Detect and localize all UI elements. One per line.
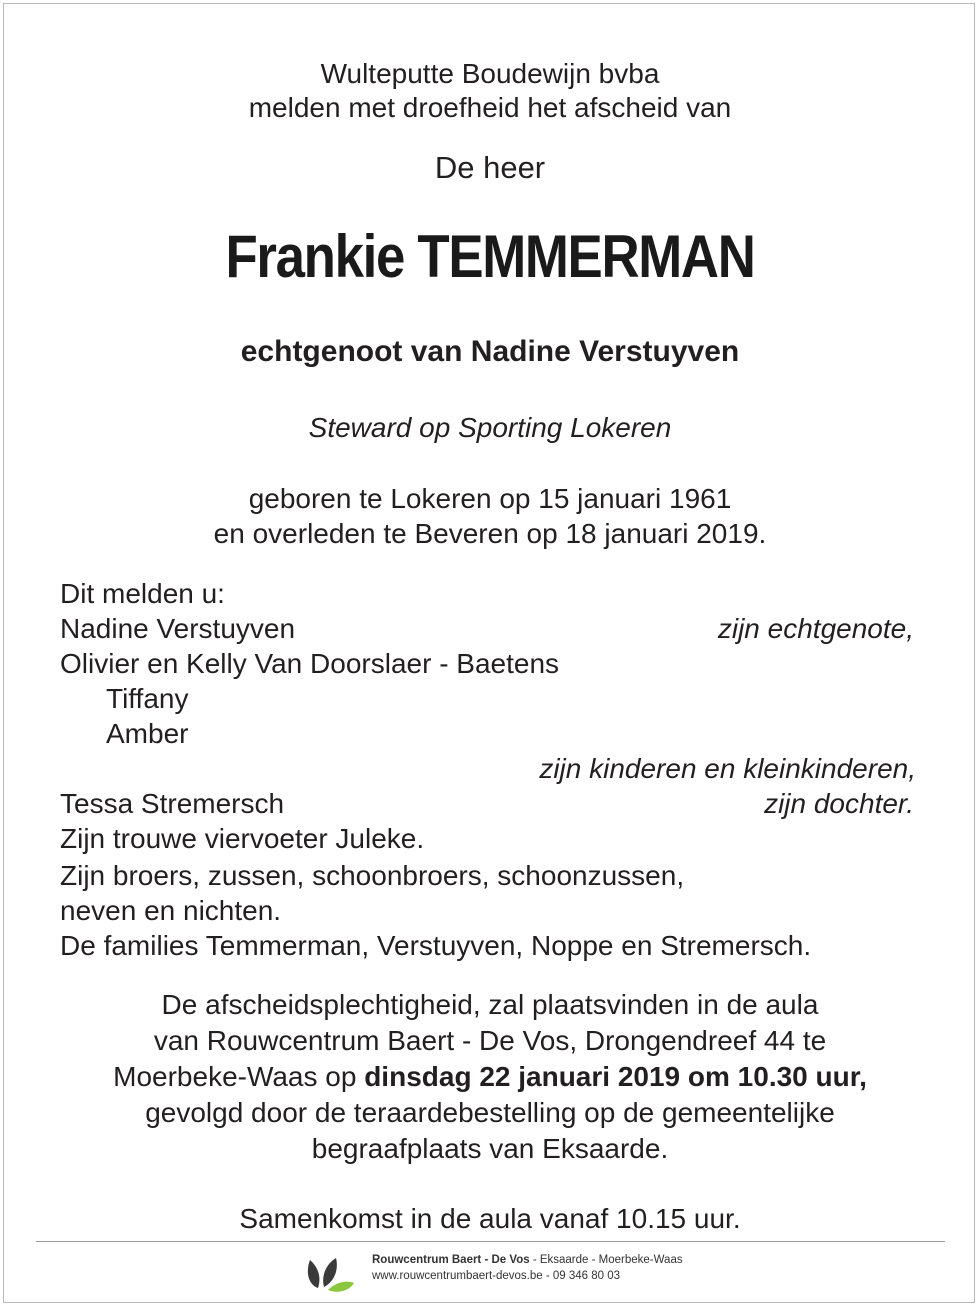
list-item bbox=[0, 821, 980, 856]
family-spouse-relation: zijn echtgenote, bbox=[717, 613, 914, 644]
ceremony-line-4: gevolgd door de teraardebestelling op de gemeentelijke bbox=[145, 1097, 835, 1128]
list-item bbox=[0, 611, 980, 646]
footer-company-line bbox=[372, 1253, 683, 1268]
family-heading: Dit melden u: bbox=[60, 578, 225, 609]
ceremony-line-2: van Rouwcentrum Baert - De Vos, Drongendreef 44 te bbox=[153, 1025, 827, 1056]
list-item bbox=[0, 576, 980, 611]
footer bbox=[0, 1248, 980, 1298]
list-item bbox=[0, 716, 980, 751]
family-siblings-1: Zijn broers, zussen, schoonbroers, schoonzussen, bbox=[60, 860, 685, 891]
deceased-name: Frankie TEMMERMAN bbox=[225, 223, 755, 290]
gathering-line: Samenkomst in de aula vanaf 10.15 uur. bbox=[239, 1203, 741, 1234]
family-families: De families Temmerman, Verstuyven, Noppe en Stremersch. bbox=[60, 930, 812, 961]
family-children-relation: zijn kinderen en kleinkinderen, bbox=[539, 753, 916, 784]
ceremony-line-1: De afscheidsplechtigheid, zal plaatsvinden in de aula bbox=[161, 989, 819, 1020]
ceremony-line-3 bbox=[0, 1059, 980, 1094]
salutation: De heer bbox=[434, 150, 546, 185]
footer-locations: - Eksaarde - Moerbeke-Waas bbox=[529, 1254, 683, 1266]
footer-company: Rouwcentrum Baert - De Vos bbox=[372, 1254, 530, 1266]
family-daughter-relation: zijn dochter. bbox=[764, 788, 914, 819]
list-item bbox=[0, 858, 980, 893]
family-siblings-2: neven en nichten. bbox=[60, 895, 282, 926]
intro-line-1: Wulteputte Boudewijn bvba bbox=[320, 58, 660, 89]
list-item bbox=[0, 681, 980, 716]
family-grandchild-2: Amber bbox=[106, 718, 189, 749]
ceremony-datetime: dinsdag 22 januari 2019 om 10.30 uur, bbox=[364, 1061, 867, 1092]
footer-website: www.rouwcentrumbaert-devos.be bbox=[372, 1270, 543, 1282]
intro-line-2: melden met droefheid het afscheid van bbox=[248, 92, 732, 123]
family-grandchild-1: Tiffany bbox=[106, 683, 189, 714]
footer-divider bbox=[36, 1241, 945, 1242]
family-children-name: Olivier en Kelly Van Doorslaer - Baetens bbox=[60, 648, 560, 679]
funeral-home-leaf-logo-icon bbox=[304, 1252, 356, 1294]
list-item bbox=[0, 928, 980, 963]
ceremony-place: Moerbeke-Waas op bbox=[113, 1061, 365, 1092]
list-item bbox=[0, 751, 980, 786]
ceremony-line-5: begraafplaats van Eksaarde. bbox=[311, 1133, 669, 1164]
spouse-line: echtgenoot van Nadine Verstuyven bbox=[240, 335, 740, 368]
death-line: en overleden te Beveren op 18 januari 2019. bbox=[213, 518, 767, 549]
family-pet: Zijn trouwe viervoeter Juleke. bbox=[60, 823, 425, 854]
footer-phone: - 09 346 80 03 bbox=[542, 1270, 621, 1282]
list-item bbox=[0, 786, 980, 821]
family-daughter-name: Tessa Stremersch bbox=[60, 788, 285, 819]
occupation: Steward op Sporting Lokeren bbox=[308, 412, 672, 443]
list-item bbox=[0, 893, 980, 928]
footer-contact-line bbox=[372, 1269, 620, 1284]
birth-line: geboren te Lokeren op 15 januari 1961 bbox=[248, 483, 732, 514]
list-item bbox=[0, 646, 980, 681]
family-spouse-name: Nadine Verstuyven bbox=[60, 613, 296, 644]
